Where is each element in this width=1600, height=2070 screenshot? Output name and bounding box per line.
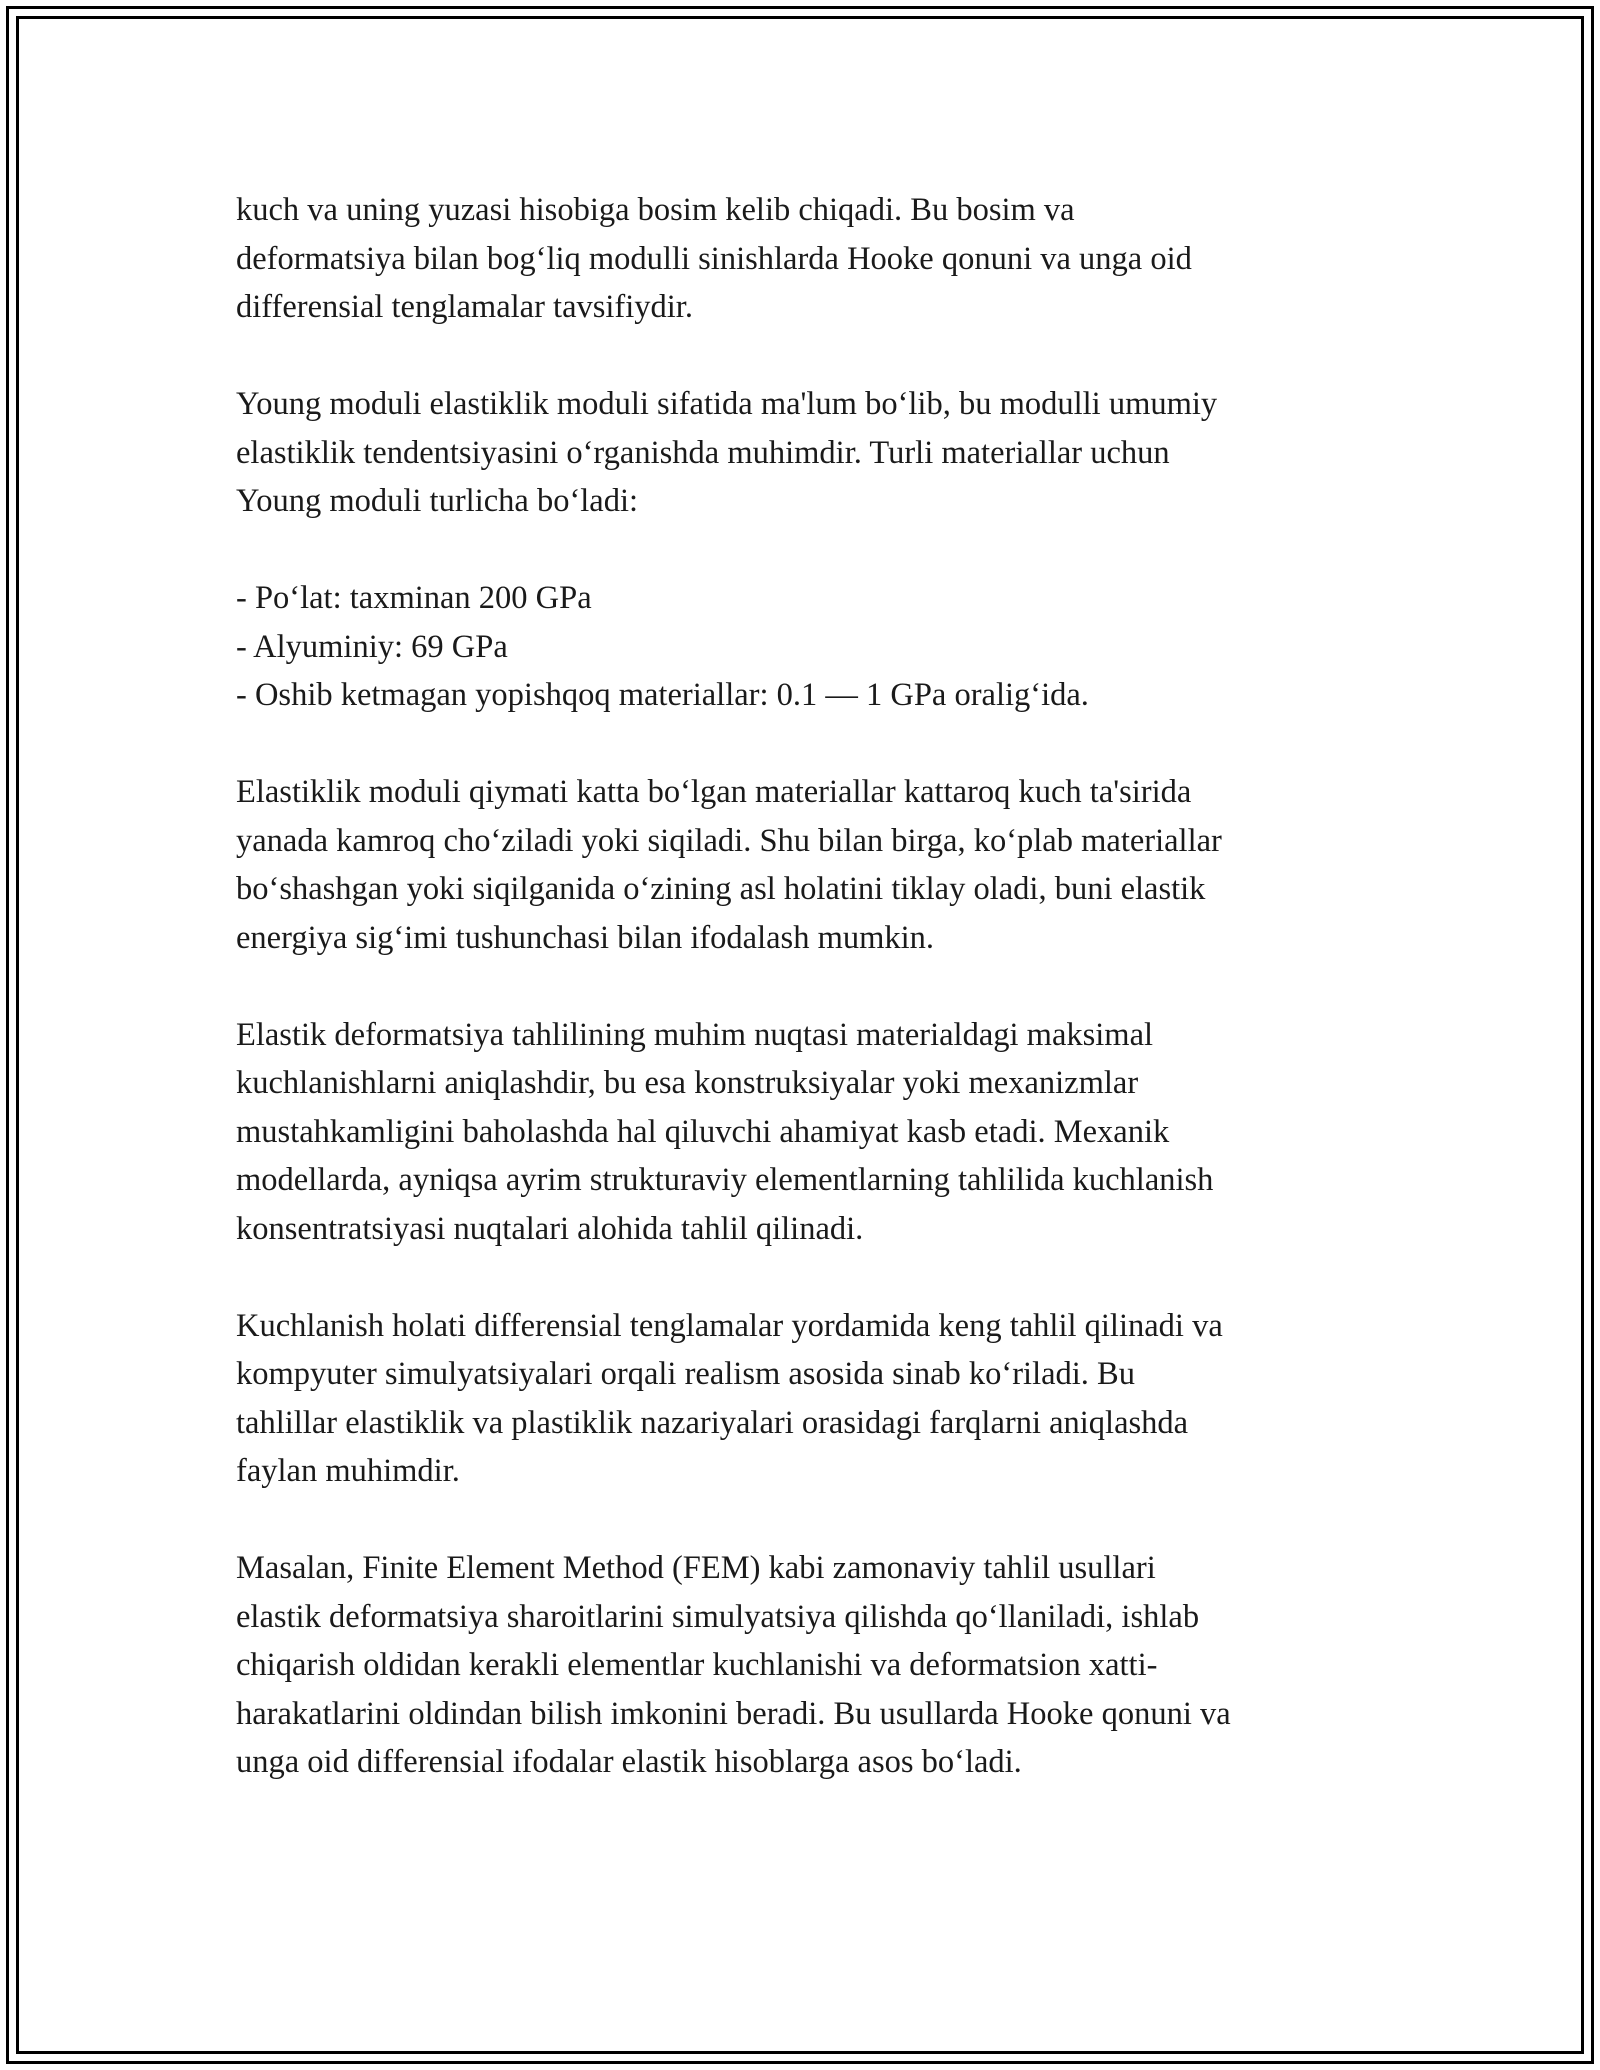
document-body bbox=[236, 186, 1386, 1835]
paragraph-elastic-energy: Elastiklik moduli qiymati katta bo‘lgan materiallar kattaroq kuch ta'sirida yanada kamroq cho‘ziladi yoki siqiladi. Shu bilan birga, ko‘plab materiallar bo‘shashgan yoki siqilganida o‘zining asl holatini tiklay oladi, buni elastik energiya sig‘imi tushunchasi bilan ifodalash mumkin. bbox=[236, 774, 1222, 956]
paragraph-fem: Masalan, Finite Element Method (FEM) kabi zamonaviy tahlil usullari elastik deformatsiya sharoitlarini simulyatsiya qilishda qo‘llaniladi, ishlab chiqarish oldidan kerakli elementlar kuchlanishi va deformatsion xatti- harakatlarini oldindan bilish imkonini beradi. Bu usullarda Hooke qonuni va unga oid differensial ifodalar elastik hisoblarga asos bo‘ladi. bbox=[236, 1550, 1231, 1780]
list-item-steel: - Po‘lat: taxminan 200 GPa bbox=[236, 580, 592, 616]
material-modulus-list bbox=[236, 574, 1386, 720]
paragraph-stress-state: Kuchlanish holati differensial tenglamalar yordamida keng tahlil qilinadi va kompyuter simulyatsiyalari orqali realism asosida sinab ko‘riladi. Bu tahlillar elastiklik va plastiklik nazariyalari orasidagi farqlarni aniqlashda faylan muhimdir. bbox=[236, 1307, 1223, 1489]
paragraph-young-modulus: Young moduli elastiklik moduli sifatida ma'lum bo‘lib, bu modulli umumiy elastiklik tendentsiyasini o‘rganishda muhimdir. Turli materiallar uchun Young moduli turlicha bo‘ladi: bbox=[236, 386, 1218, 519]
paragraph-pressure-hooke: kuch va uning yuzasi hisobiga bosim kelib chiqadi. Bu bosim va deformatsiya bilan bog‘liq modulli sinishlarda Hooke qonuni va unga oid differensial tenglamalar tavsifiydir. bbox=[236, 192, 1192, 325]
list-item-adhesive: - Oshib ketmagan yopishqoq materiallar: 0.1 — 1 GPa oralig‘ida. bbox=[236, 677, 1089, 713]
list-item-aluminium: - Alyuminiy: 69 GPa bbox=[236, 628, 508, 665]
paragraph-max-stress: Elastik deformatsiya tahlilining muhim nuqtasi materialdagi maksimal kuchlanishlarni aniqlashdir, bu esa konstruksiyalar yoki mexanizmlar mustahkamligini baholashda hal qiluvchi ahamiyat kasb etadi. Mexanik modellarda, ayniqsa ayrim strukturaviy elementlarning tahlilida kuchlanish konsentratsiyasi nuqtalari alohida tahlil qilinadi. bbox=[236, 1016, 1214, 1247]
